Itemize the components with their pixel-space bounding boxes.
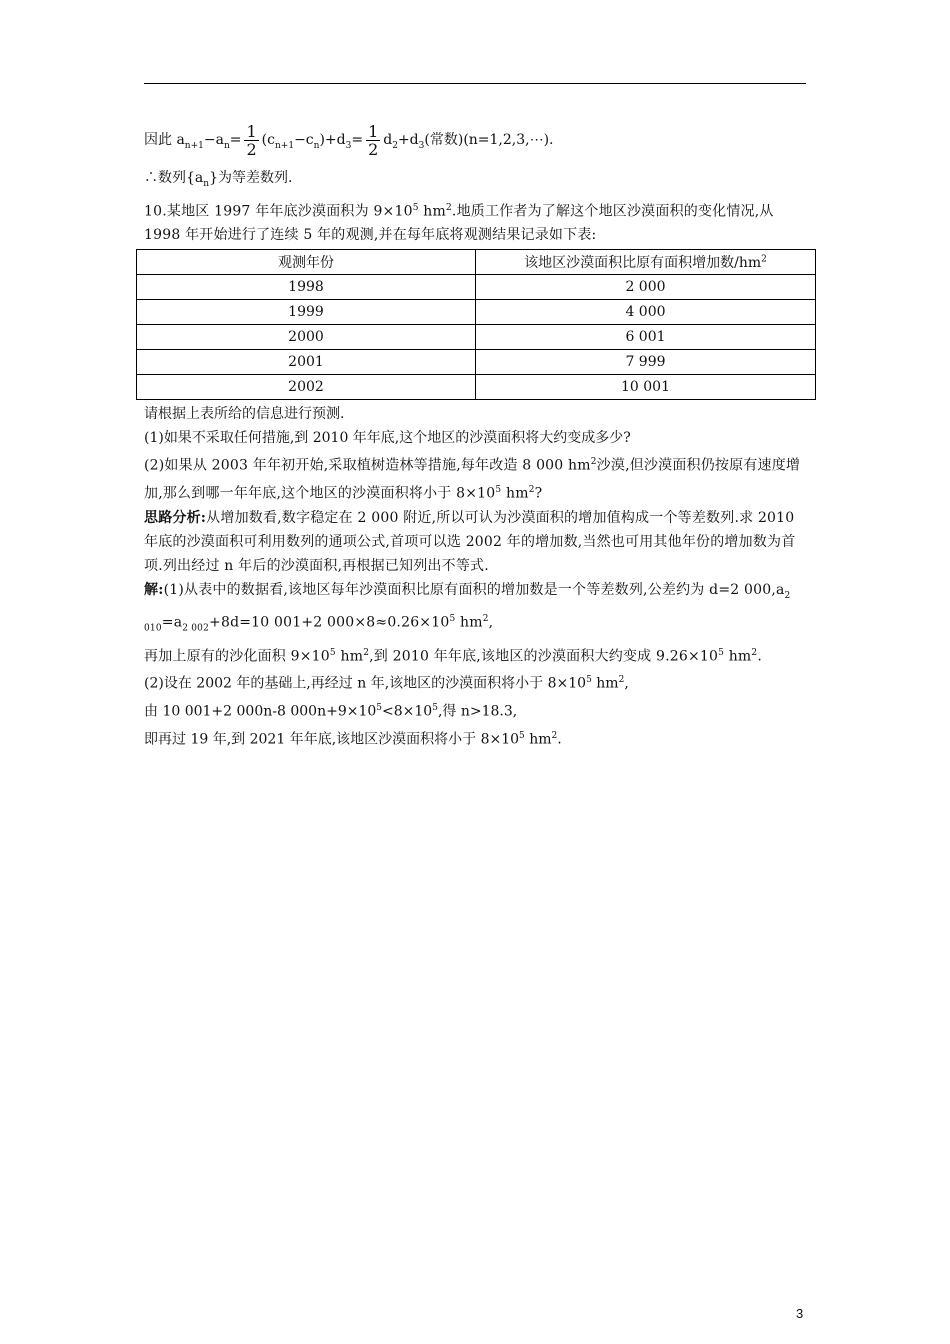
eq-sub: n bbox=[313, 140, 320, 151]
sol2-sup: 5 bbox=[329, 647, 336, 658]
eq-text: 因此 a bbox=[144, 132, 185, 148]
table-row bbox=[137, 275, 816, 300]
solution-part-1b bbox=[144, 641, 812, 669]
q2-sup: 2 bbox=[528, 484, 535, 495]
solution-text: +8d=10 001+2 000×8≈0.26×10 bbox=[209, 615, 450, 632]
eq-text: −a bbox=[203, 132, 224, 148]
table-row bbox=[137, 300, 816, 325]
fraction-numerator: 1 bbox=[246, 121, 257, 141]
eq-sub: n bbox=[223, 140, 230, 151]
solution-sub: 2 002 bbox=[182, 623, 210, 634]
sol3-text: (2)设在 2002 年的基础上,再经过 n 年,该地区的沙漠面积将小于 8×10 bbox=[144, 676, 587, 693]
conclusion-sub: n bbox=[203, 178, 210, 189]
table-row bbox=[137, 325, 816, 350]
table-row bbox=[137, 350, 816, 375]
header-year: 观测年份 bbox=[137, 250, 476, 275]
eq-text: (c bbox=[261, 132, 275, 148]
cell-year: 2001 bbox=[137, 350, 476, 375]
eq-sub: 3 bbox=[418, 140, 425, 151]
observation-table bbox=[136, 249, 816, 400]
eq-text: = bbox=[351, 132, 364, 148]
q2-sup: 2 bbox=[590, 457, 597, 468]
eq-sub: 3 bbox=[345, 140, 352, 151]
question-1: (1)如果不采取任何措施,到 2010 年年底,这个地区的沙漠面积将大约变成多少? bbox=[144, 430, 631, 447]
cell-increase: 2 000 bbox=[476, 275, 816, 300]
problem-statement bbox=[144, 196, 812, 248]
sol3-sup: 5 bbox=[586, 675, 592, 686]
solution-sub: 2 010 bbox=[144, 590, 791, 634]
eq-sub: n+1 bbox=[184, 140, 204, 151]
fraction bbox=[366, 123, 380, 158]
sol2-text: hm bbox=[724, 648, 752, 665]
sol5-text: . bbox=[557, 731, 562, 748]
page-content bbox=[144, 120, 812, 751]
sol2-text: hm bbox=[335, 648, 364, 665]
cell-year: 1998 bbox=[137, 275, 476, 300]
sol2-text: ,到 2010 年年底,该地区的沙漠面积大约变成 9.26×10 bbox=[369, 648, 719, 665]
table-row bbox=[137, 375, 816, 400]
sol2-sup: 5 bbox=[718, 647, 725, 658]
conclusion-text: }为等差数列. bbox=[209, 169, 293, 186]
fraction bbox=[244, 123, 258, 158]
cell-increase: 10 001 bbox=[476, 375, 816, 400]
sol2-sup: 2 bbox=[363, 647, 370, 658]
q2-text: (2)如果从 2003 年年初开始,采取植树造林等措施,每年改造 8 000 hm bbox=[144, 457, 591, 474]
sol4-text: ,得 n>18.3, bbox=[437, 703, 518, 720]
conclusion-line bbox=[144, 166, 812, 196]
solution-text: hm bbox=[455, 615, 483, 632]
problem-text: hm bbox=[418, 203, 446, 220]
sol4-sup: 5 bbox=[376, 703, 383, 714]
solution-text: (1)从表中的数据看,该地区每年沙漠面积比原有面积的增加数是一个等差数列,公差约为 d=2 000,a bbox=[163, 581, 785, 598]
solution-label: 解: bbox=[144, 581, 164, 598]
eq-text: = bbox=[229, 132, 242, 148]
sol3-text: , bbox=[624, 676, 629, 693]
eq-text: (常数)(n=1,2,3,⋯). bbox=[424, 132, 554, 148]
cell-year: 1999 bbox=[137, 300, 476, 325]
q2-sup: 5 bbox=[495, 484, 502, 495]
eq-text: d bbox=[383, 132, 393, 148]
sol3-text: hm bbox=[591, 676, 619, 693]
q2-text: 沙漠,但沙漠面积仍按原有速度增加,那么到哪一年年底,这个地区的沙漠面积将小于 8×10 bbox=[144, 457, 801, 502]
analysis-text: 从增加数看,数字稳定在 2 000 附近,所以可认为沙漠面积的增加值构成一个等差数列.求 2010 年底的沙漠面积可利用数列的通项公式,首项可以选 2002 年的增加数,当然也可用其他年份的增加数为首项.列出经过 n 年后的沙漠面积,再根据已知列出不等式. bbox=[144, 509, 796, 574]
sol2-text: . bbox=[757, 648, 762, 665]
sol5-text: hm bbox=[524, 731, 552, 748]
cell-year: 2000 bbox=[137, 325, 476, 350]
fraction-numerator: 1 bbox=[368, 121, 379, 141]
header-rule bbox=[144, 83, 806, 84]
problem-text: 10.某地区 1997 年年底沙漠面积为 9×10 bbox=[144, 203, 413, 220]
eq-text: −c bbox=[294, 132, 314, 148]
eq-text: )+d bbox=[319, 132, 346, 148]
solution-text: =a bbox=[161, 615, 183, 632]
eq-sub: n+1 bbox=[274, 140, 295, 151]
sol4-text: <8×10 bbox=[382, 703, 433, 720]
sol3-sup: 2 bbox=[618, 675, 625, 686]
analysis-label: 思路分析: bbox=[144, 509, 207, 526]
solution-inequality bbox=[144, 696, 812, 724]
problem-text: .地质工作者为了解这个地区沙漠面积的变化情况,从 1998 年开始进行了连续 5 年的观测,并在每年底将观测结果记录如下表: bbox=[144, 203, 774, 244]
conclusion-text: ∴数列{a bbox=[144, 169, 204, 186]
sol4-sup: 5 bbox=[432, 703, 438, 714]
solution-sup: 5 bbox=[449, 614, 456, 625]
fraction-denominator: 2 bbox=[368, 139, 379, 159]
sol2-sup: 2 bbox=[751, 647, 758, 658]
after-table-text: 请根据上表所给的信息进行预测. bbox=[144, 406, 345, 423]
q2-text: ? bbox=[534, 485, 543, 502]
problem-sup: 5 bbox=[412, 202, 419, 213]
header-increase-text: 该地区沙漠面积比原有面积增加数/hm bbox=[524, 255, 762, 272]
sol5-text: 即再过 19 年,到 2021 年年底,该地区沙漠面积将小于 8×10 bbox=[144, 731, 520, 748]
eq-text: +d bbox=[397, 132, 419, 148]
sol5-sup: 5 bbox=[519, 730, 525, 741]
eq-sub: 2 bbox=[392, 140, 398, 151]
solution-part-2 bbox=[144, 668, 812, 696]
cell-increase: 7 999 bbox=[476, 350, 816, 375]
cell-year: 2002 bbox=[137, 375, 476, 400]
solution-text: , bbox=[488, 615, 494, 632]
solution-sup: 2 bbox=[482, 614, 489, 625]
sol4-text: 由 10 001+2 000n-8 000n+9×10 bbox=[144, 703, 377, 720]
cell-increase: 4 000 bbox=[476, 300, 816, 325]
header-sup: 2 bbox=[761, 254, 767, 265]
solution-part-1 bbox=[144, 578, 812, 641]
table-header-row bbox=[137, 250, 816, 275]
sol2-text: 再加上原有的沙化面积 9×10 bbox=[144, 648, 330, 665]
q2-text: hm bbox=[501, 485, 529, 502]
sol5-sup: 2 bbox=[551, 730, 558, 741]
equation-line bbox=[144, 120, 812, 166]
solution-answer bbox=[144, 724, 812, 752]
cell-increase: 6 001 bbox=[476, 325, 816, 350]
problem-sup: 2 bbox=[445, 202, 452, 213]
question-2 bbox=[144, 450, 812, 505]
analysis-paragraph bbox=[144, 506, 812, 578]
fraction-denominator: 2 bbox=[246, 139, 257, 159]
page-number: 3 bbox=[796, 1306, 804, 1321]
header-increase bbox=[476, 250, 816, 275]
